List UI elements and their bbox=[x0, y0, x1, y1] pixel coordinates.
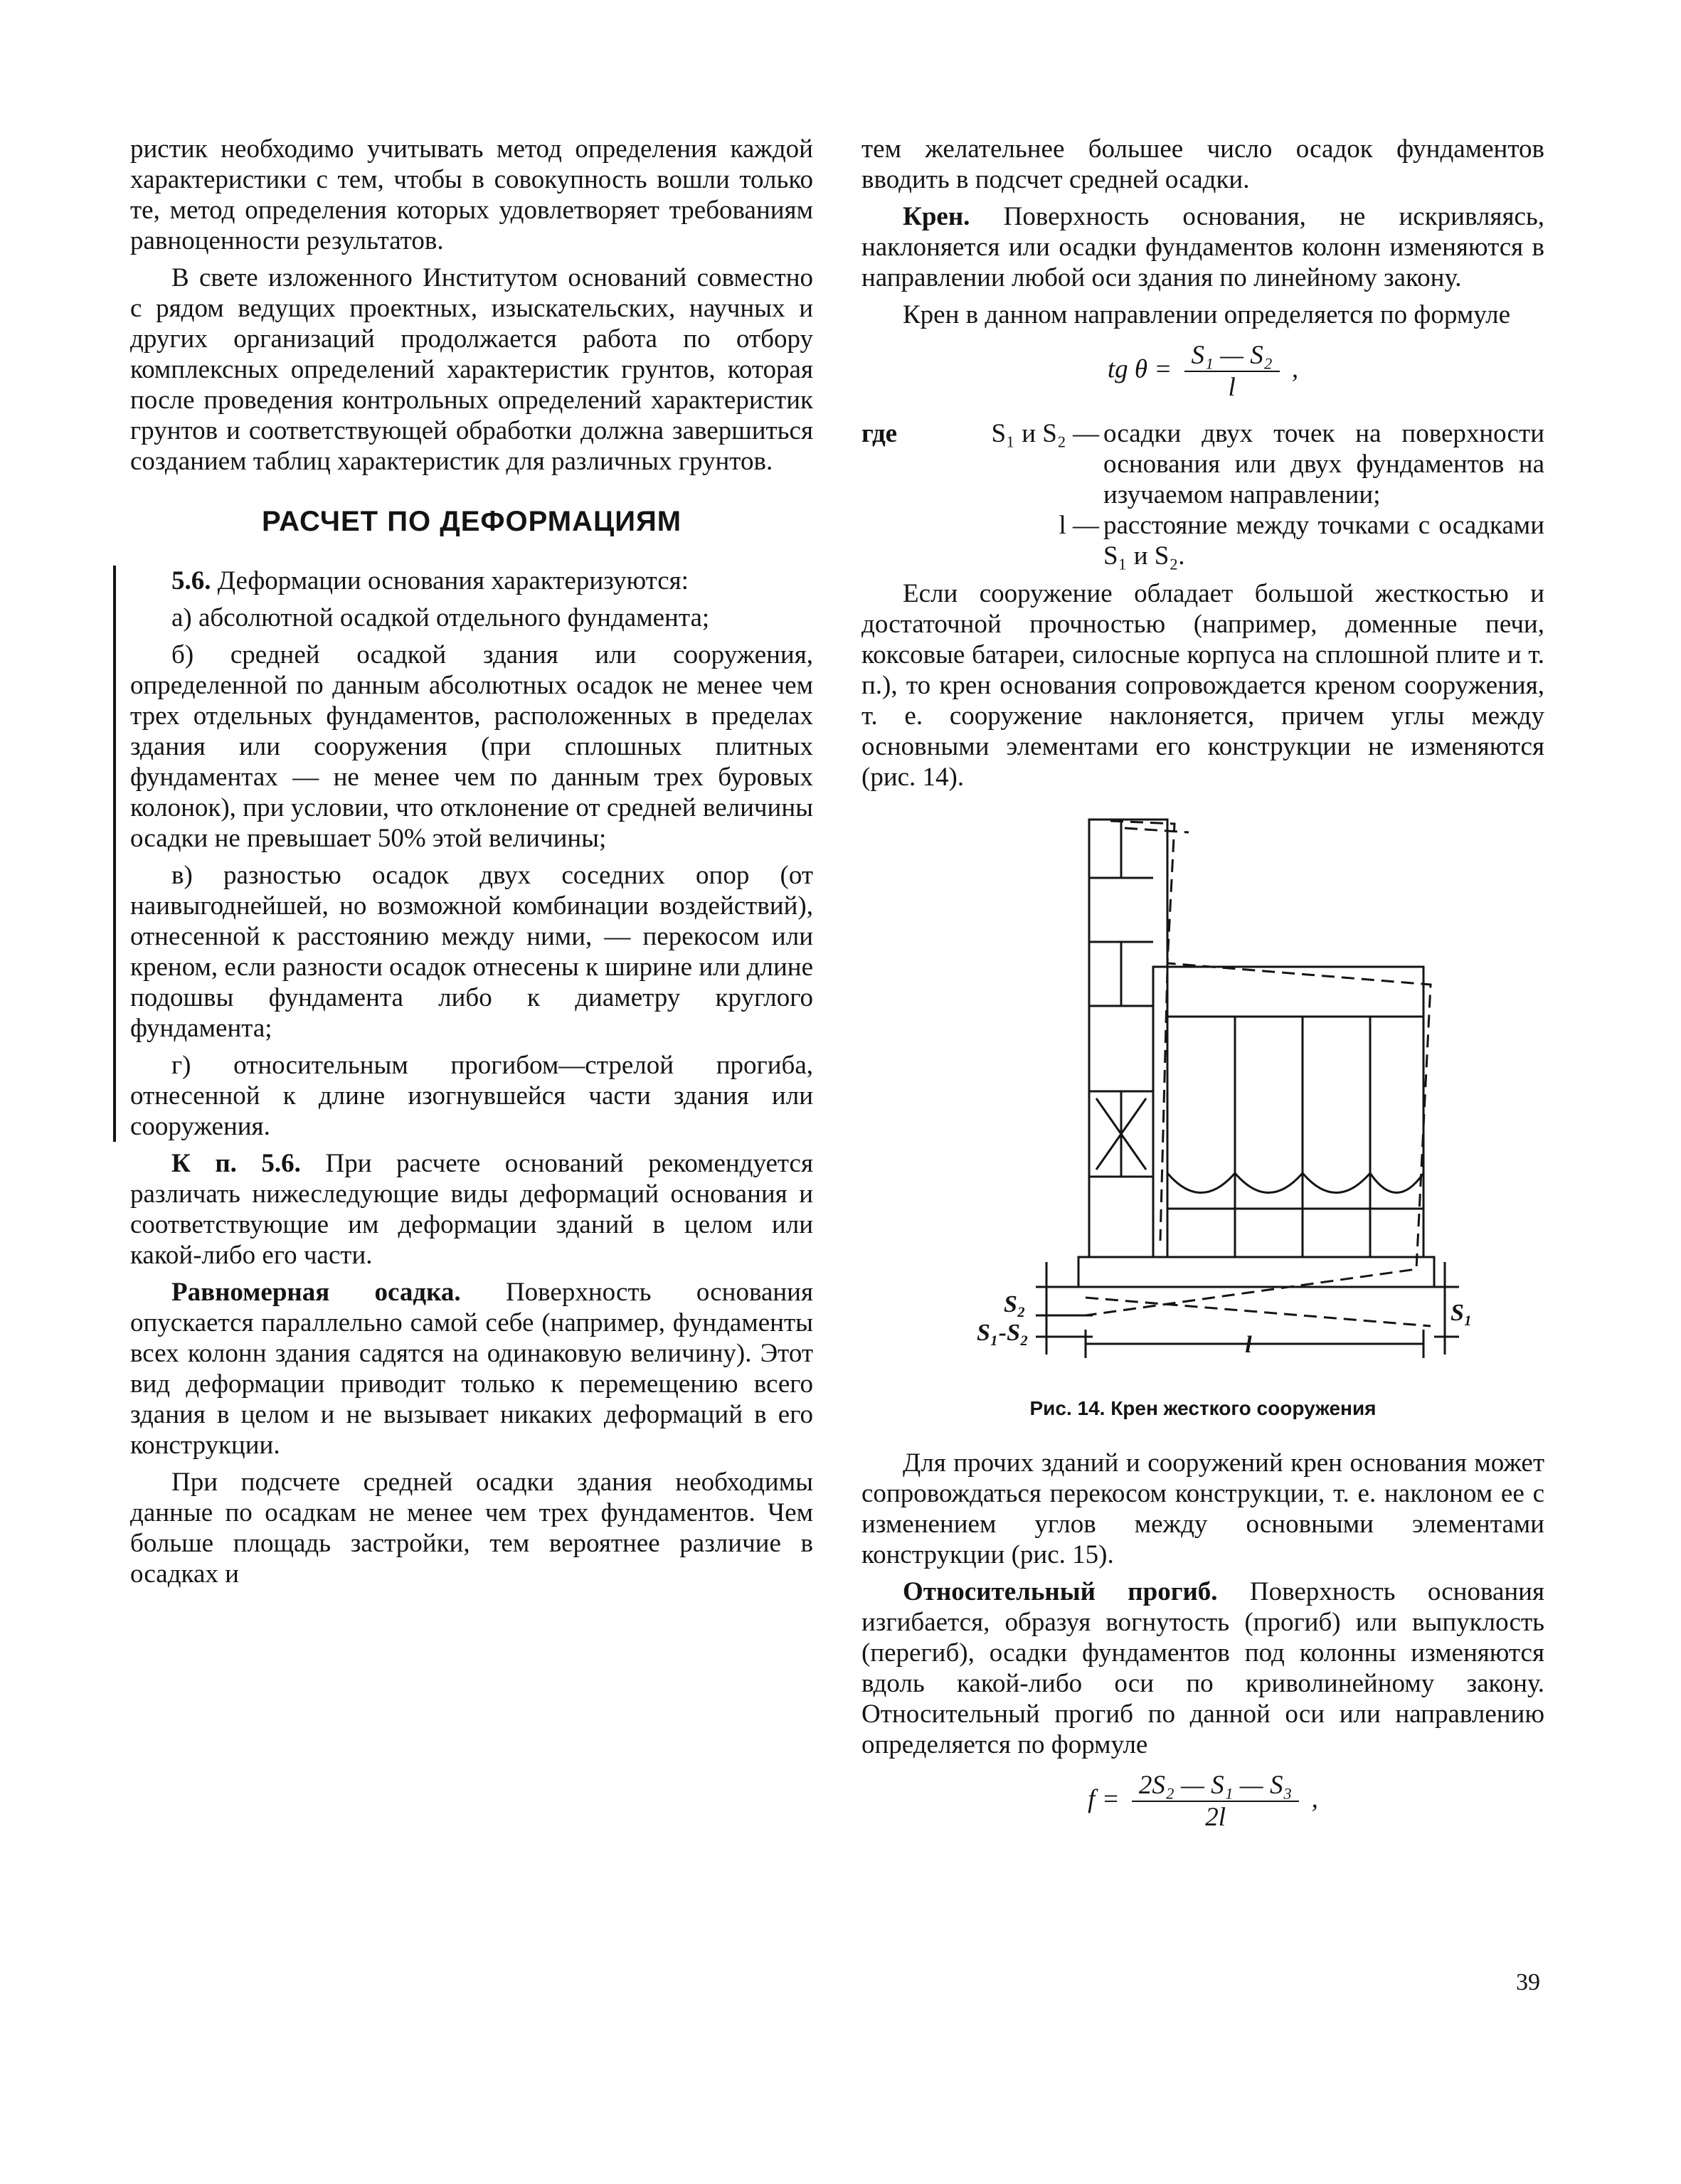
list-item: а) абсолютной осадкой отдельного фундамента; bbox=[171, 603, 710, 632]
where-term: S₁ и S₂ — bbox=[991, 419, 1099, 448]
main-body-outline bbox=[1153, 967, 1423, 1257]
where-label: где bbox=[861, 419, 898, 448]
list-item: г) относительным прогибом—стрелой прогиба, отнесенной к длине изогнувшейся части здания или сооружения. bbox=[130, 1051, 813, 1141]
figure-caption: Рис. 14. Крен жесткого сооружения bbox=[1029, 1397, 1377, 1419]
list-item: б) средней осадкой здания или сооружения, определенной по данным абсолютных осадок не менее чем трех отдельных фундаментов, расположенных в пределах здания или сооружения (при сплошных плитных фундаментах — не менее чем по данным трех буровых колонок), при условии, что отклонение от средней величины осадки не превышает 50% этой величины; bbox=[130, 640, 813, 853]
deflection-formula bbox=[861, 1770, 1544, 1833]
label-l: l bbox=[1245, 1332, 1252, 1358]
clause-number: 5.6. bbox=[171, 566, 211, 595]
where-term: l — bbox=[1059, 511, 1099, 540]
tilt-lead: Крен. bbox=[903, 202, 970, 231]
paragraph: Если сооружение обладает большой жесткостью и достаточной прочностью (например, доменные печи, коксовые батареи, силосные корпуса на сплошной плите и т. п.), то крен основания сопровождается креном сооружения, т. е. сооружение наклоняется, причем углы между основными элементами его конструкции не изменяются (рис. 14). bbox=[861, 579, 1544, 792]
paragraph: При подсчете средней осадки здания необходимы данные по осадкам не менее чем трех фундаментов. Чем больше площадь застройки, тем вероятнее различие в осадках и bbox=[130, 1468, 813, 1589]
fraction-denominator: 2l bbox=[1205, 1803, 1226, 1832]
formula-lhs: f = bbox=[1088, 1784, 1120, 1814]
section-heading: РАСЧЕТ ПО ДЕФОРМАЦИЯМ bbox=[261, 506, 682, 537]
label-s1: S₁ bbox=[1451, 1300, 1473, 1326]
figure-14 bbox=[861, 814, 1544, 1383]
tilt-text: Поверхность основания, не искривляясь, наклоняется или осадки фундаментов колонн изменяются в направлении любой оси здания по линейному закону. bbox=[861, 202, 1545, 292]
label-s2: S₂ bbox=[1004, 1291, 1026, 1318]
commentary-5-6 bbox=[130, 1148, 813, 1271]
fraction bbox=[1132, 1770, 1299, 1833]
commentary-text: При расчете оснований рекомендуется различать нижеследующие виды деформаций основания и соответствующие им деформации зданий в целом или какой-либо его части. bbox=[130, 1149, 813, 1270]
page-number: 39 bbox=[1516, 1969, 1540, 1995]
fraction bbox=[1184, 340, 1280, 403]
base-slab bbox=[1078, 1257, 1434, 1287]
paragraph: ристик необходимо учитывать метод определения каждой характеристики с тем, чтобы в совокупность вошли только те, метод определения которых удовлетворяет требованиям равноценности результатов. bbox=[130, 134, 813, 255]
left-column bbox=[130, 134, 813, 1596]
fraction-numerator: 2S₂ — S₁ — S₃ bbox=[1132, 1770, 1299, 1802]
tower-outline bbox=[1089, 820, 1167, 1257]
tilt-definition bbox=[861, 201, 1544, 293]
label-s1-minus-s2: S₁-S₂ bbox=[977, 1320, 1029, 1346]
uniform-lead: Равномерная осадка. bbox=[171, 1278, 461, 1307]
paragraph: Крен в данном направлении определяется по формуле bbox=[903, 300, 1510, 329]
fraction-denominator: l bbox=[1228, 373, 1236, 402]
uniform-text: Поверхность основания опускается параллельно самой себе (например, фундаменты всех колонн здания садятся на одинаковую величину). Этот вид деформации приводит только к перемещению всего здания в целом и не вызывает никаких деформаций в его конструкции. bbox=[130, 1278, 813, 1460]
clause-text: Деформации основания характеризуются: bbox=[217, 566, 689, 595]
rigid-structure-tilt-diagram bbox=[933, 814, 1473, 1376]
formula-tail: , bbox=[1291, 354, 1299, 384]
paragraph: тем желательнее большее число осадок фундаментов вводить в подсчет средней осадки. bbox=[861, 134, 1544, 194]
where-clause bbox=[861, 418, 1544, 571]
relative-deflection bbox=[861, 1576, 1544, 1760]
where-definition: расстояние между точками с осадками S₁ и S₂. bbox=[1103, 511, 1544, 571]
revision-bar-block bbox=[113, 566, 813, 1142]
paragraph: Для прочих зданий и сооружений крен основания может сопровождаться перекосом конструкции, т. е. наклоном ее с изменением углов между основными элементами конструкции (рис. 15). bbox=[861, 1448, 1544, 1569]
where-definition: осадки двух точек на поверхности основания или двух фундаментов на изучаемом направлении; bbox=[1103, 419, 1544, 509]
list-item: в) разностью осадок двух соседних опор (от наивыгоднейшей, но возможной комбинации воздействий), отнесенной к расстоянию между ними, — перекосом или креном, если разности осадок отнесены к ширине или длине подошвы фундамента либо к диаметру круглого фундамента; bbox=[130, 861, 813, 1043]
tilt-formula bbox=[861, 340, 1544, 403]
deflection-text: Поверхность основания изгибается, образуя вогнутость (прогиб) или выпуклость (перегиб), осадки фундаментов под колонны изменяются вдоль какой-либо оси по криволинейному закону. Относительный прогиб по данной оси или направлению определяется по формуле bbox=[861, 1577, 1544, 1759]
commentary-lead: К п. 5.6. bbox=[171, 1149, 301, 1178]
fraction-numerator: S₁ — S₂ bbox=[1184, 340, 1280, 372]
deflection-lead: Относительный прогиб. bbox=[903, 1577, 1218, 1606]
formula-tail: , bbox=[1311, 1784, 1318, 1814]
right-column bbox=[861, 134, 1544, 1848]
uniform-settlement bbox=[130, 1277, 813, 1461]
paragraph: В свете изложенного Институтом оснований совместно с рядом ведущих проектных, изыскательских, научных и других организаций продолжается работа по отбору комплексных определений характеристик грунтов, которая после проведения контрольных определений характеристик грунтов и соответствующей обработки должна завершиться созданием таблиц характеристик для различных грунтов. bbox=[130, 263, 813, 476]
formula-lhs: tg θ = bbox=[1107, 354, 1172, 384]
clause-5-6 bbox=[130, 566, 813, 596]
tilted-outline bbox=[1086, 821, 1431, 1315]
